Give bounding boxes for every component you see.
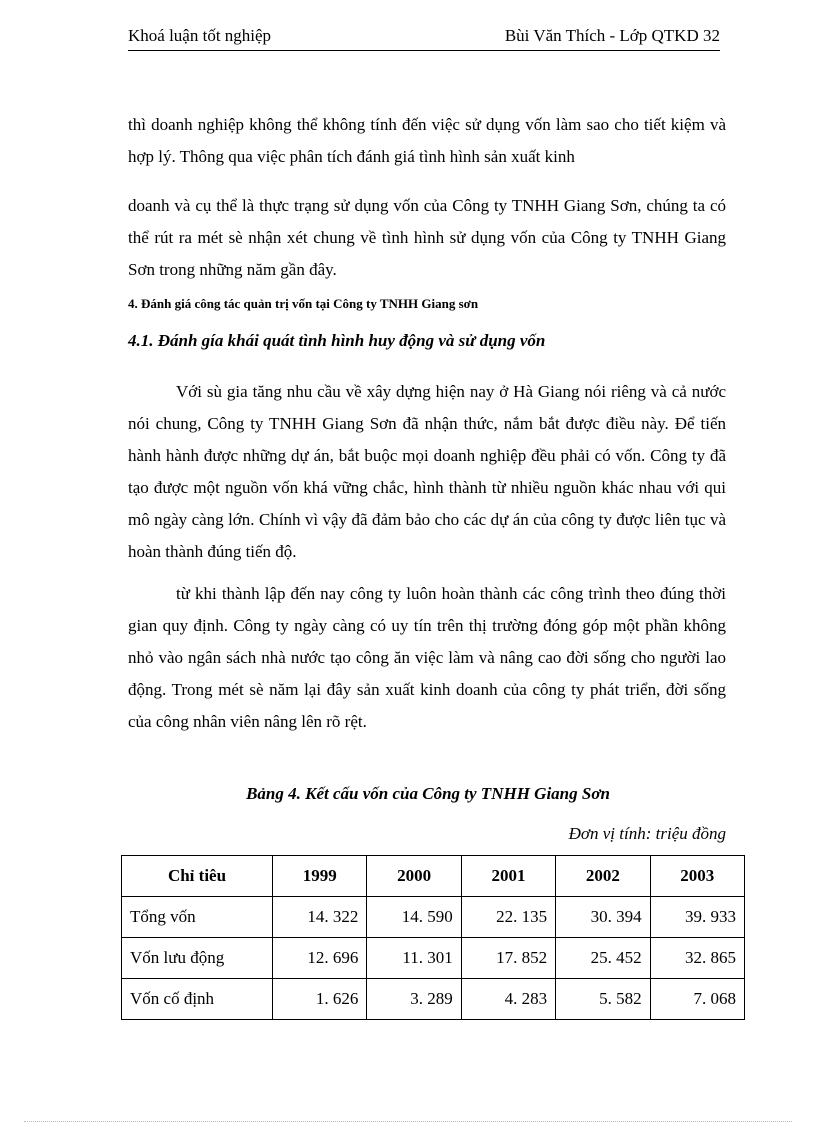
col-header: 2003 — [650, 856, 744, 897]
page-header — [128, 24, 720, 51]
col-header: 2002 — [556, 856, 650, 897]
col-header: 2000 — [367, 856, 461, 897]
table-cell: 11. 301 — [367, 938, 461, 979]
row-label: Tổng vốn — [122, 897, 273, 938]
section-heading-4: 4. Đánh giá công tác quản trị vốn tại Công ty TNHH Giang sơn — [128, 296, 479, 311]
table-cell: 14. 322 — [273, 897, 367, 938]
paragraph-4: từ khi thành lập đến nay công ty luôn hoàn thành các công trình theo đúng thời gian quy định. Công ty ngày càng có uy tín trên thị trường đóng góp một phần không nhỏ vào ngân sách nhà nước tạo công ăn việc làm và nâng cao đời sống cho người lao động. Trong mét sè năm lại đây sản xuất kinh doanh của công ty phát triển, đời sống của công nhân viên nâng lên rõ rệt. — [128, 584, 726, 731]
paragraph-2: doanh và cụ thể là thực trạng sử dụng vốn của Công ty TNHH Giang Sơn, chúng ta có thể rút ra mét sè nhận xét chung về tình hình sử dụng vốn của Công ty TNHH Giang Sơn trong những năm gần đây. — [128, 196, 726, 279]
col-header: 1999 — [273, 856, 367, 897]
table-cell: 3. 289 — [367, 979, 461, 1020]
col-header: Chỉ tiêu — [122, 856, 273, 897]
table-row — [122, 979, 745, 1020]
section-heading-4-1: 4.1. Đánh gía khái quát tình hình huy động và sử dụng vốn — [128, 331, 546, 350]
table-row — [122, 897, 745, 938]
table-cell: 7. 068 — [650, 979, 744, 1020]
col-header: 2001 — [461, 856, 555, 897]
row-label: Vốn cố định — [122, 979, 273, 1020]
table-header-row — [122, 856, 745, 897]
table-row — [122, 938, 745, 979]
table-cell: 25. 452 — [556, 938, 650, 979]
table-cell: 39. 933 — [650, 897, 744, 938]
paragraph-3: Với sù gia tăng nhu cầu về xây dựng hiện nay ở Hà Giang nói riêng và cả nước nói chung, Công ty TNHH Giang Sơn đã nhận thức, nắm bắt được điều này. Để tiến hành hành được những dự án, bắt buộc mọi doanh nghiệp đều phải có vốn. Công ty đã tạo được một nguồn vốn khá vững chắc, hình thành từ nhiều nguồn khác nhau với qui mô ngày càng lớn. Chính vì vậy đã đảm bảo cho các dự án của công ty được liên tục và hoàn thành đúng tiến độ. — [128, 382, 726, 561]
table-unit: Đơn vị tính: triệu đồng — [568, 824, 726, 843]
paragraph-1: thì doanh nghiệp không thể không tính đến việc sử dụng vốn làm sao cho tiết kiệm và hợp lý. Thông qua việc phân tích đánh giá tình hình sản xuất kinh — [128, 115, 726, 166]
table-cell: 5. 582 — [556, 979, 650, 1020]
header-author: Bùi Văn Thích - Lớp QTKD 32 — [504, 26, 720, 45]
table-cell: 12. 696 — [273, 938, 367, 979]
table-cell: 17. 852 — [461, 938, 555, 979]
table-cell: 32. 865 — [650, 938, 744, 979]
table-cell: 1. 626 — [273, 979, 367, 1020]
page-bottom-divider — [24, 1121, 792, 1122]
table-caption: Bảng 4. Kết cấu vốn của Công ty TNHH Giang Sơn — [246, 784, 610, 803]
table-cell: 14. 590 — [367, 897, 461, 938]
header-left-title: Khoá luận tốt nghiệp — [128, 26, 272, 45]
capital-structure-table — [121, 855, 745, 1020]
row-label: Vốn lưu động — [122, 938, 273, 979]
table-cell: 4. 283 — [461, 979, 555, 1020]
table-cell: 22. 135 — [461, 897, 555, 938]
table-cell: 30. 394 — [556, 897, 650, 938]
